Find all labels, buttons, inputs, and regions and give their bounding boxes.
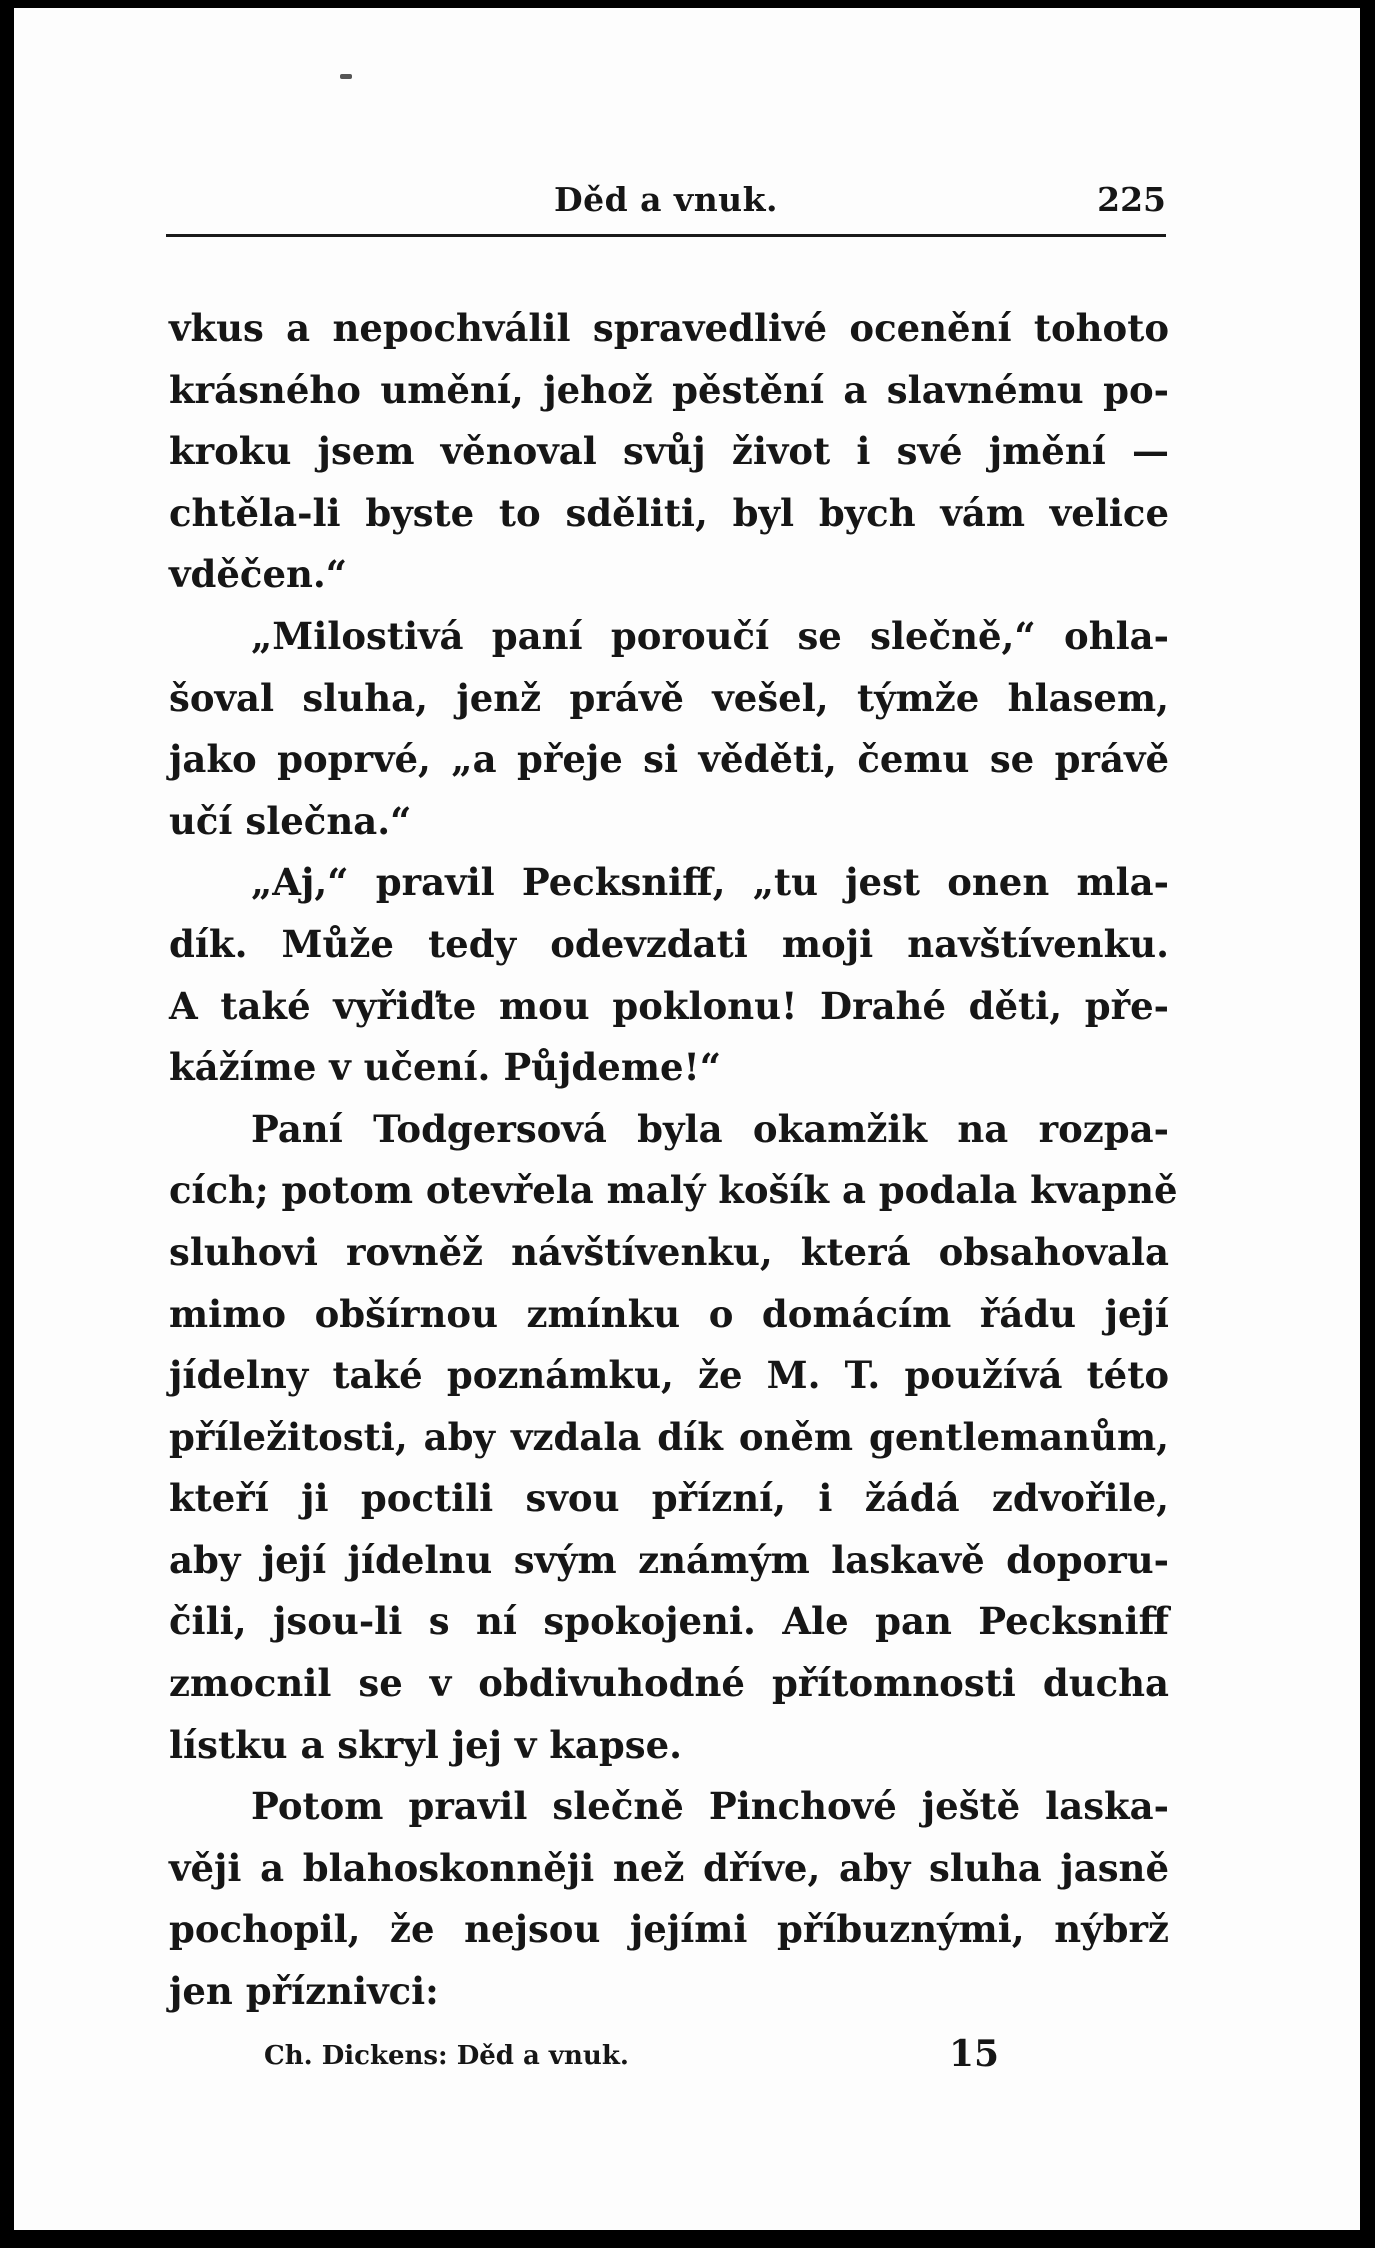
page-number: 225 <box>1097 180 1166 219</box>
signature-number: 15 <box>949 2033 1000 2075</box>
page-footer <box>264 2033 1024 2083</box>
page-header <box>166 180 1166 228</box>
text-line: příležitosti, aby vzdala dík oněm gentlemanům, <box>169 1414 1169 1459</box>
text-line: šoval sluha, jenž právě vešel, týmže hlasem, <box>169 675 1169 720</box>
text-line: vkus a nepochválil spravedlivé ocenění tohoto <box>169 306 1169 350</box>
text-line: učí slečna.“ <box>169 798 412 843</box>
book-page <box>14 8 1360 2230</box>
text-line: dík. Může tedy odevzdati moji navštívenku. <box>169 921 1169 966</box>
text-line: lístku a skryl jej v kapse. <box>169 1722 683 1767</box>
body-text <box>169 298 1178 2023</box>
text-line: vděčen.“ <box>169 552 348 597</box>
text-line: jen příznivci: <box>169 1969 439 2014</box>
text-line: věji a blahoskonněji než dříve, aby sluha jasně <box>169 1845 1169 1890</box>
ink-speck <box>340 74 352 79</box>
text-line: Potom pravil slečně Pinchové ještě laska- <box>251 1784 1169 1829</box>
text-line: kroku jsem věnoval svůj život i své jmění — <box>169 429 1169 474</box>
text-line: jako poprvé, „a přeje si věděti, čemu se právě <box>169 737 1169 782</box>
text-line: mimo obšírnou zmínku o domácím řádu její <box>169 1291 1169 1336</box>
running-title: Děd a vnuk. <box>553 180 779 219</box>
header-rule <box>166 234 1166 237</box>
text-line: aby její jídelnu svým známým laskavě doporu- <box>169 1537 1169 1582</box>
text-line: zmocnil se v obdivuhodné přítomnosti ducha <box>169 1661 1169 1706</box>
text-line: čili, jsou-li s ní spokojeni. Ale pan Pecksniff <box>169 1599 1169 1644</box>
text-line: A také vyřiďte mou poklonu! Drahé děti, pře- <box>169 983 1169 1028</box>
text-line: jídelny také poznámku, že M. T. používá této <box>169 1353 1169 1398</box>
text-line: pochopil, že nejsou jejími příbuznými, nýbrž <box>169 1907 1169 1952</box>
text-line: Paní Todgersová byla okamžik na rozpa- <box>251 1106 1169 1151</box>
text-line: sluhovi rovněž návštívenku, která obsahovala <box>169 1229 1169 1274</box>
text-line: „Aj,“ pravil Pecksniff, „tu jest onen mla- <box>251 860 1169 905</box>
printer-signature: Ch. Dickens: Děd a vnuk. <box>264 2041 629 2071</box>
text-line: chtěla-li byste to sděliti, byl bych vám velice <box>169 490 1169 535</box>
text-line: krásného umění, jehož pěstění a slavnému po- <box>169 367 1169 412</box>
text-line: kážíme v učení. Půjdeme!“ <box>169 1045 722 1090</box>
text-line: „Milostivá paní poroučí se slečně,“ ohla- <box>251 613 1169 658</box>
text-line: cích; potom otevřela malý košík a podala kvapně <box>169 1168 1178 1213</box>
text-line: kteří ji poctili svou přízní, i žádá zdvořile, <box>169 1476 1169 1521</box>
